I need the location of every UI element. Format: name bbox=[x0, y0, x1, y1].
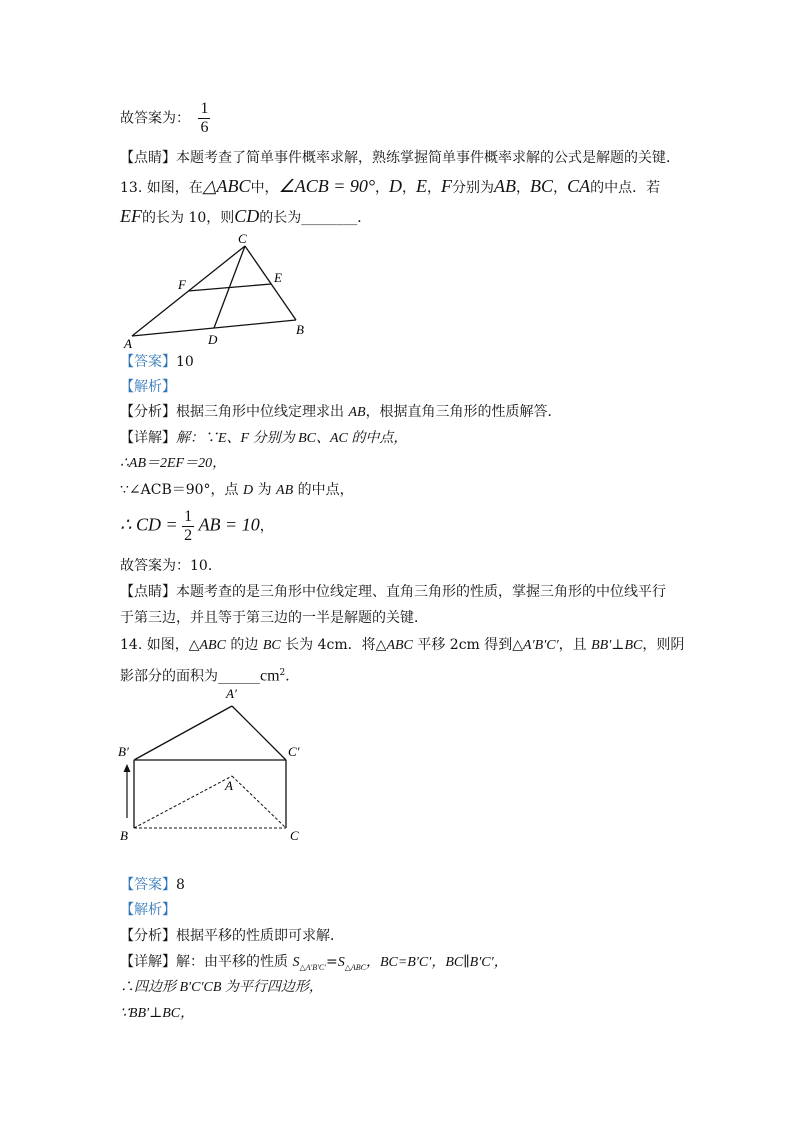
analysis-label: 【分析】 bbox=[120, 928, 176, 944]
detail-text: 解：由平移的性质 bbox=[176, 954, 293, 970]
label-b-prime: B′ bbox=[118, 744, 129, 759]
fraction-denominator: 2 bbox=[184, 527, 193, 544]
segment-ab: AB bbox=[348, 405, 366, 420]
q14-answer bbox=[120, 875, 185, 895]
answer-tag: 【答案】 bbox=[120, 354, 176, 370]
stem-text: 的边 bbox=[225, 637, 263, 653]
area-subscript: △A′B′C′ bbox=[299, 962, 326, 972]
prev-answer-line bbox=[120, 100, 210, 137]
q14-stem-line1 bbox=[120, 635, 684, 656]
analysis-text: 根据三角形中位线定理求出 bbox=[176, 404, 349, 420]
half-fraction bbox=[182, 508, 194, 545]
perp-symbol: ⊥ bbox=[611, 637, 625, 653]
segment-ab: AB bbox=[494, 176, 517, 196]
equals-sign: = bbox=[325, 954, 338, 970]
q14-translation-figure bbox=[116, 688, 316, 853]
side-ac-dashed bbox=[232, 776, 286, 828]
q14-detail bbox=[120, 952, 508, 978]
comment-tag: 【点睛】 bbox=[120, 584, 176, 600]
fraction-numerator: 1 bbox=[184, 508, 193, 525]
stem-text: 影部分的面积为______ bbox=[120, 668, 260, 685]
segment-ca: CA bbox=[567, 176, 591, 196]
stem-text: 的长为________． bbox=[259, 210, 372, 226]
label-b: B bbox=[296, 322, 304, 337]
stem-text: ， bbox=[516, 180, 531, 196]
stem-text: ，且 bbox=[558, 637, 592, 653]
label-c: C bbox=[290, 828, 299, 843]
q14-stem-line2 bbox=[120, 663, 299, 687]
label-c-prime: C′ bbox=[288, 744, 300, 759]
step-text: ∵∠ACB＝90°，点 bbox=[120, 482, 244, 498]
translation-arrow bbox=[124, 764, 131, 818]
q13-step2 bbox=[120, 480, 354, 501]
segment-bc: BC bbox=[262, 638, 281, 653]
stem-text: 平移 2cm 得到△ bbox=[412, 637, 524, 653]
q13-stem-line1 bbox=[120, 176, 660, 198]
point-e: E bbox=[416, 176, 428, 196]
q13-step1: ∴AB＝2EF＝20， bbox=[120, 456, 227, 471]
stem-text: 的长为 10，则 bbox=[142, 210, 235, 226]
detail-text: 解：∵E、F 分别为 BC、AC 的中点， bbox=[176, 431, 408, 446]
q13-detail bbox=[120, 428, 407, 449]
q13-comment-line1 bbox=[120, 582, 666, 602]
stem-text: ， bbox=[402, 180, 417, 196]
unit-exponent: 2 bbox=[279, 668, 286, 678]
area-symbol: S bbox=[292, 955, 300, 970]
stem-text: ， bbox=[427, 180, 442, 196]
triangle-prime: A′B′C′ bbox=[523, 638, 559, 653]
stem-text: 的中点．若 bbox=[590, 180, 661, 196]
step-expr: ∴ CD = bbox=[120, 514, 183, 535]
answer-value: 8 bbox=[176, 877, 185, 893]
segment-bc: BC bbox=[530, 176, 554, 196]
answer-prefix: 故答案为： bbox=[120, 110, 190, 127]
segment-bb: BB′ bbox=[591, 638, 612, 653]
comment-text: 本题考查的是三角形中位线定理、直角三角形的性质，掌握三角形的中位线平行 bbox=[176, 584, 666, 600]
detail-text: ，BC=B′C′，BC∥B′C′， bbox=[365, 955, 508, 970]
q13-triangle-figure bbox=[118, 232, 318, 352]
answer-value: 10 bbox=[176, 354, 194, 370]
label-d: D bbox=[208, 332, 218, 347]
side-a1b1 bbox=[134, 706, 232, 760]
side-a1c1 bbox=[232, 706, 286, 760]
analysis-text: 根据平移的性质即可求解． bbox=[176, 928, 344, 944]
q13-analysis-tag: 【解析】 bbox=[120, 379, 176, 395]
fraction-numerator: 1 bbox=[200, 100, 209, 117]
q13-stem-line2 bbox=[120, 206, 371, 228]
answer-fraction bbox=[198, 100, 210, 137]
segment-ef: EF bbox=[120, 206, 142, 226]
triangle-symbol: △ABC bbox=[202, 176, 251, 196]
unit: cm bbox=[260, 667, 280, 685]
prev-comment bbox=[120, 148, 680, 168]
point-f: F bbox=[441, 176, 453, 196]
analysis-text: ，根据直角三角形的性质解答． bbox=[365, 404, 562, 420]
side-ab-dashed bbox=[134, 776, 232, 828]
segment-ab: AB bbox=[276, 483, 294, 498]
segment-bc: BC bbox=[624, 638, 643, 653]
q13-analysis bbox=[120, 402, 562, 423]
stem-text: ， bbox=[553, 180, 568, 196]
label-b: B bbox=[120, 828, 128, 843]
step-text: ， bbox=[259, 518, 274, 535]
q13-answer bbox=[120, 352, 194, 372]
comment-tag: 【点睛】 bbox=[120, 150, 176, 166]
label-a: A bbox=[225, 778, 233, 793]
stem-text: 14. 如图，△ bbox=[120, 637, 200, 653]
area-subscript: △ABC bbox=[344, 962, 366, 972]
area-symbol: S bbox=[337, 955, 345, 970]
step-expr: AB = 10 bbox=[198, 514, 260, 535]
comment-text: 本题考查了简单事件概率求解，熟练掌握简单事件概率求解的公式是解题的关键． bbox=[176, 150, 680, 166]
stem-text: ． bbox=[285, 668, 300, 685]
angle-expr: ∠ACB = 90° bbox=[278, 176, 376, 196]
stem-text: 13. 如图，在 bbox=[120, 180, 203, 196]
side-bc bbox=[245, 246, 296, 320]
label-a-prime: A′ bbox=[226, 688, 237, 701]
point-d: D bbox=[243, 483, 254, 498]
label-a: A bbox=[124, 336, 132, 351]
stem-text: ，则阴 bbox=[642, 637, 685, 653]
q14-analysis-tag: 【解析】 bbox=[120, 902, 176, 918]
answer-tag: 【答案】 bbox=[120, 877, 176, 893]
fraction-denominator: 6 bbox=[200, 119, 209, 136]
step-text: 为 bbox=[253, 482, 277, 498]
triangle-abc: ABC bbox=[199, 638, 226, 653]
q13-final: 故答案为：10． bbox=[120, 558, 222, 574]
q14-step2: ∵BB′⊥BC， bbox=[120, 1006, 195, 1021]
segment-cd: CD bbox=[234, 206, 260, 226]
stem-text: ， bbox=[375, 180, 390, 196]
stem-text: 长为 4cm．将△ bbox=[280, 637, 387, 653]
label-c: C bbox=[238, 232, 247, 246]
q14-analysis bbox=[120, 926, 344, 946]
detail-label: 【详解】 bbox=[120, 954, 176, 970]
label-e: E bbox=[274, 270, 282, 285]
q13-step3 bbox=[120, 508, 274, 545]
stem-text: 中， bbox=[250, 180, 279, 196]
q14-step1: ∴四边形 B′C′CB 为平行四边形， bbox=[120, 980, 323, 995]
triangle-abc: ABC bbox=[386, 638, 413, 653]
detail-label: 【详解】 bbox=[120, 430, 176, 446]
step-text: 的中点， bbox=[293, 482, 354, 498]
stem-text: 分别为 bbox=[452, 180, 495, 196]
q13-comment-line2: 于第三边，并且等于第三边的一半是解题的关键． bbox=[120, 610, 428, 626]
label-f: F bbox=[178, 277, 186, 292]
analysis-label: 【分析】 bbox=[120, 404, 176, 420]
point-d: D bbox=[389, 176, 403, 196]
